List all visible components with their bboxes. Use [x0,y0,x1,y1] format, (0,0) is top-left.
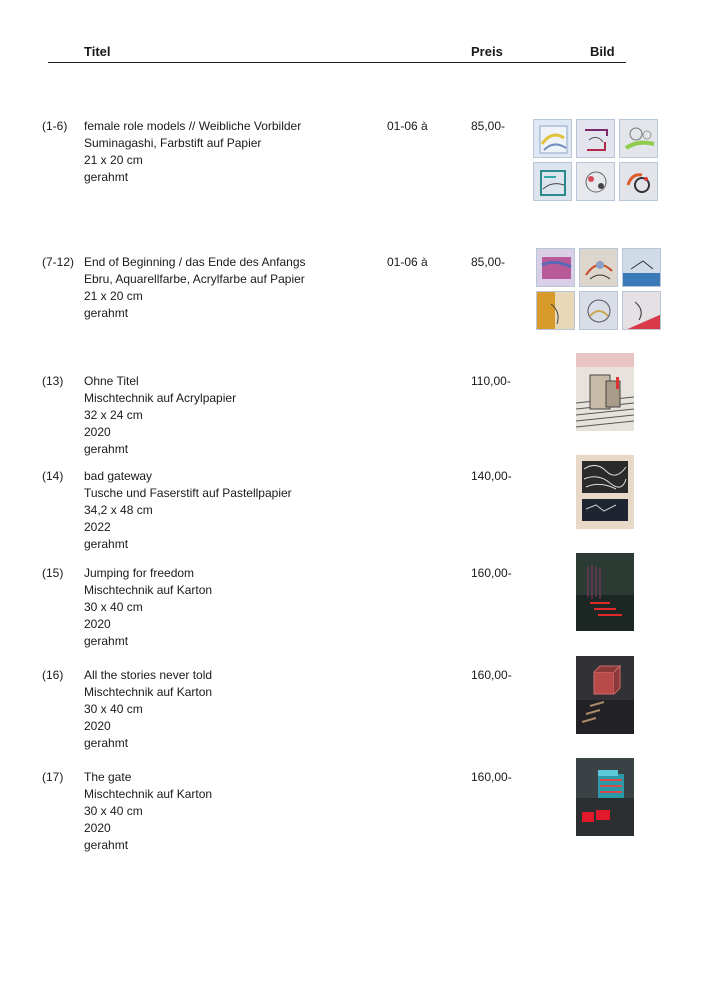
artwork-thumbnail [576,553,634,631]
entry-description [84,254,306,322]
entry-range: 01-06 à [387,255,428,269]
entry-number: (16) [42,668,64,682]
entry-title: Jumping for freedom [84,566,195,580]
entry-technique: Tusche und Faserstift auf Pastellpapier [84,486,292,500]
entry-year: 2020 [84,821,111,835]
artwork-thumbnail [576,656,634,734]
entry-size: 30 x 40 cm [84,702,143,716]
artwork-thumbnail [576,758,634,836]
entry-description [84,769,212,854]
entry-price: 140,00- [471,469,512,483]
entry-number: (17) [42,770,64,784]
entry-title: The gate [84,770,132,784]
entry-title: All the stories never told [84,668,213,682]
entry-frame: gerahmt [84,170,129,184]
artwork-thumbnail [576,455,634,529]
artwork-thumbnail-grid [536,248,661,330]
artwork-thumbnail [622,291,661,330]
artwork-thumbnail [576,119,615,158]
entry-price: 160,00- [471,668,512,682]
entry-technique: Ebru, Aquarellfarbe, Acrylfarbe auf Papier [84,272,305,286]
entry-description [84,468,292,553]
entry-price: 85,00- [471,119,506,133]
header-image: Bild [590,44,615,59]
header-title: Titel [84,44,111,59]
entry-frame: gerahmt [84,838,129,852]
entry-frame: gerahmt [84,442,129,456]
entry-number: (7-12) [42,255,75,269]
artwork-thumbnail [576,353,634,431]
artwork-thumbnail [619,162,658,201]
entry-price: 85,00- [471,255,506,269]
entry-description [84,118,301,186]
entry-price: 160,00- [471,770,512,784]
artwork-thumbnail [533,162,572,201]
entry-frame: gerahmt [84,306,129,320]
entry-description [84,565,212,650]
entry-number: (13) [42,374,64,388]
entry-technique: Mischtechnik auf Acrylpapier [84,391,237,405]
entry-size: 30 x 40 cm [84,600,143,614]
entry-size: 21 x 20 cm [84,289,143,303]
artwork-thumbnail [579,291,618,330]
entry-frame: gerahmt [84,537,129,551]
artwork-thumbnail [619,119,658,158]
entry-technique: Suminagashi, Farbstift auf Papier [84,136,262,150]
entry-year: 2020 [84,719,111,733]
artwork-thumbnail [536,248,575,287]
entry-price: 160,00- [471,566,512,580]
entry-technique: Mischtechnik auf Karton [84,787,213,801]
entry-frame: gerahmt [84,736,129,750]
entry-title: End of Beginning / das Ende des Anfangs [84,255,306,269]
entry-technique: Mischtechnik auf Karton [84,583,213,597]
entry-size: 30 x 40 cm [84,804,143,818]
entry-title: female role models // Weibliche Vorbilder [84,119,302,133]
header-divider [48,62,626,63]
entry-range: 01-06 à [387,119,428,133]
entry-number: (14) [42,469,64,483]
entry-year: 2020 [84,425,111,439]
entry-title: bad gateway [84,469,153,483]
artwork-thumbnail [576,162,615,201]
header-price: Preis [471,44,503,59]
entry-size: 34,2 x 48 cm [84,503,153,517]
artwork-thumbnail [533,119,572,158]
artwork-thumbnail-grid [533,119,658,201]
entry-size: 32 x 24 cm [84,408,143,422]
entry-year: 2022 [84,520,111,534]
artwork-thumbnail [622,248,661,287]
entry-technique: Mischtechnik auf Karton [84,685,213,699]
artwork-thumbnail [579,248,618,287]
artwork-thumbnail [536,291,575,330]
entry-size: 21 x 20 cm [84,153,143,167]
entry-description [84,667,212,752]
entry-year: 2020 [84,617,111,631]
entry-frame: gerahmt [84,634,129,648]
entry-number: (15) [42,566,64,580]
entry-number: (1-6) [42,119,68,133]
entry-price: 110,00- [471,374,511,388]
entry-title: Ohne Titel [84,374,139,388]
entry-description [84,373,236,458]
